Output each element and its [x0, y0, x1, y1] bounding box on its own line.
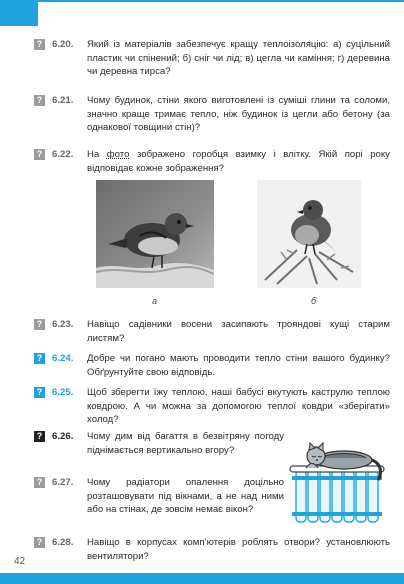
task-number: 6.23.: [52, 319, 74, 330]
task-number: 6.26.: [52, 431, 74, 442]
task-number: 6.20.: [52, 39, 74, 50]
caption-b: б: [311, 296, 317, 306]
cat-radiator-icon: [288, 440, 386, 532]
task-text: Навіщо в корпусах комп’ютерів роблять отвори? установлюють вентилятори?: [87, 537, 390, 562]
task-6-28: [34, 536, 390, 563]
task-number: 6.24.: [52, 353, 74, 364]
task-6-26: [34, 430, 284, 457]
task-text: Чому дим від багаття в безвітряну погоду піднімається вертикально вгору?: [87, 431, 284, 456]
question-icon: ?: [34, 537, 45, 548]
task-number: 6.27.: [52, 477, 74, 488]
task-text: Чому радіатори опалення доцільно розташовувати під вікнами, а не над ними або на стінах, де зовсім немає вікон?: [87, 477, 284, 515]
question-icon: ?: [34, 477, 45, 488]
question-icon: ?: [34, 39, 45, 50]
task-6-25: [34, 386, 390, 427]
task-text: Який із матеріалів забезпечує кращу теплоізоляцію: а) суцільний пластик чи спінений; б) сніг чи лід; в) цегла чи каміння; г) деревина чи деревна тирса?: [87, 39, 390, 77]
task-6-22: [34, 148, 390, 175]
question-icon: ?: [34, 319, 45, 330]
sparrow-b-image: [257, 180, 361, 288]
photo-sparrow-b: [257, 180, 361, 288]
caption-a: а: [152, 296, 158, 306]
task-6-27: [34, 476, 284, 517]
task-6-21: [34, 94, 390, 135]
task-text: Навіщо садівники восени засипають трояндові кущі старим листям?: [87, 319, 390, 344]
task-number: 6.25.: [52, 387, 74, 398]
task-6-20: [34, 38, 390, 79]
cat-on-radiator-illustration: [288, 440, 386, 532]
sparrow-a-image: [96, 180, 214, 288]
task-text: На фото зображено горобця взимку і влітку. Якій порі року відповідає кожне зображення?: [87, 149, 390, 174]
task-6-23: [34, 318, 390, 345]
task-text: Чому будинок, стіни якого виготовлені із суміші глини та соломи, значно краще тримає тепло, ніж будинок із цегли або бетону (за однакової товщини стін)?: [87, 95, 390, 133]
corner-accent: [0, 0, 38, 26]
question-icon: ?: [34, 149, 45, 160]
question-icon: ?: [34, 95, 45, 106]
page-number: 42: [14, 556, 26, 567]
task-text: Щоб зберегти їжу теплою, наші бабусі вкутують каструлю теплою ковдрою. А чи можна за допомогою теплої ковдри «зберігати» холод?: [87, 387, 390, 425]
task-text: Добре чи погано мають проводити тепло стіни вашого будинку? Обґрунтуйте свою відповідь.: [87, 353, 390, 378]
task-6-24: [34, 352, 390, 379]
question-icon: ?: [34, 353, 45, 364]
task-number: 6.22.: [52, 149, 74, 160]
task-number: 6.21.: [52, 95, 74, 106]
question-icon: ?: [34, 387, 45, 398]
task-number: 6.28.: [52, 537, 74, 548]
photo-sparrow-a: [96, 180, 214, 288]
photo-word: фото: [106, 149, 130, 160]
bottom-accent-bar: [0, 573, 404, 584]
question-icon: ?: [34, 431, 45, 442]
top-rule: [38, 0, 404, 2]
